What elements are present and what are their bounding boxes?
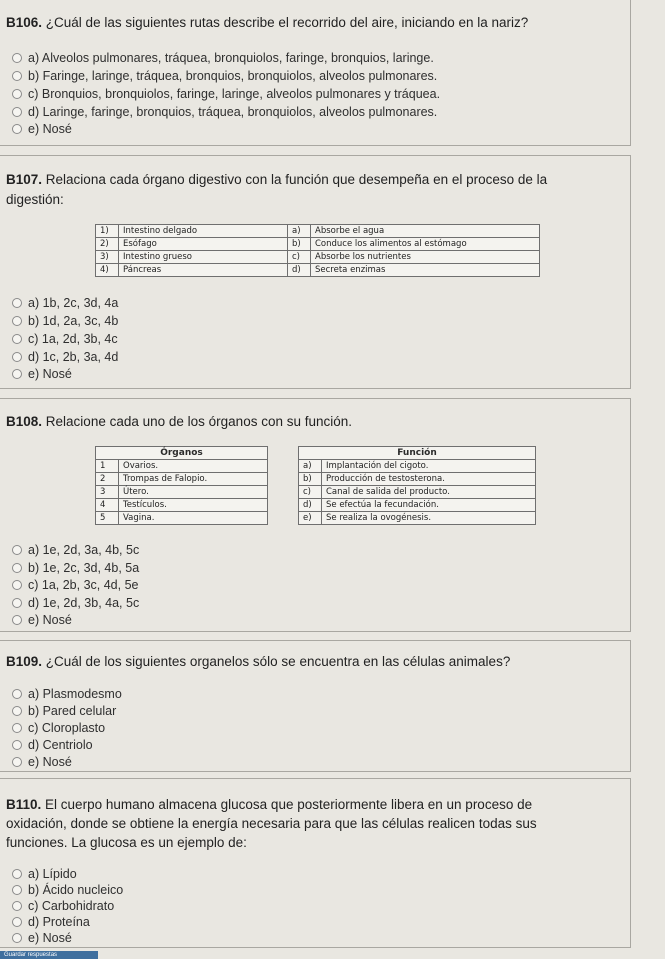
radio-icon[interactable]: [12, 298, 22, 308]
q108-functions-table: [298, 446, 536, 525]
q109-option-b[interactable]: b) Pared celular: [12, 704, 116, 718]
q107-option-b[interactable]: b) 1d, 2a, 3c, 4b: [12, 314, 118, 328]
divider: [630, 0, 631, 146]
radio-icon[interactable]: [12, 917, 22, 927]
table-row: 2) Esófago b) Conduce los alimentos al estómago: [96, 238, 540, 251]
table-row: 1) Intestino delgado a) Absorbe el agua: [96, 225, 540, 238]
radio-icon[interactable]: [12, 89, 22, 99]
divider: [0, 398, 630, 399]
q106-text: ¿Cuál de las siguientes rutas describe el recorrido del aire, iniciando en la nariz?: [45, 15, 529, 30]
radio-icon[interactable]: [12, 316, 22, 326]
divider: [0, 771, 630, 772]
table-row: 4) Páncreas d) Secreta enzimas: [96, 264, 540, 277]
q107-text-line2: digestión:: [6, 192, 64, 207]
divider: [0, 947, 630, 948]
divider: [630, 778, 631, 948]
radio-icon[interactable]: [12, 706, 22, 716]
q106-option-a[interactable]: a) Alveolos pulmonares, tráquea, bronquiolos, faringe, bronquios, laringe.: [12, 51, 434, 65]
divider: [0, 640, 630, 641]
q106-title: [6, 13, 528, 33]
radio-icon[interactable]: [12, 334, 22, 344]
radio-icon[interactable]: [12, 53, 22, 63]
functions-header: Función: [299, 447, 536, 460]
q107-option-d[interactable]: d) 1c, 2b, 3a, 4d: [12, 350, 118, 364]
q108-option-e[interactable]: e) Nosé: [12, 613, 72, 627]
q110-option-e[interactable]: e) Nosé: [12, 931, 72, 945]
q110-text: El cuerpo humano almacena glucosa que posteriormente libera en un proceso de: [45, 797, 533, 812]
q106-option-d[interactable]: d) Laringe, faringe, bronquios, tráquea, bronquiolos, alveolos pulmonares.: [12, 105, 437, 119]
q106-option-b[interactable]: b) Faringe, laringe, tráquea, bronquios, bronquiolos, alveolos pulmonares.: [12, 69, 437, 83]
radio-icon[interactable]: [12, 71, 22, 81]
table-row: 2 Trompas de Falopio.: [96, 473, 268, 486]
table-row: c) Canal de salida del producto.: [299, 486, 536, 499]
table-row: 4 Testículos.: [96, 499, 268, 512]
q110-option-b[interactable]: b) Ácido nucleico: [12, 883, 123, 897]
q109-title: [6, 652, 510, 672]
q106-option-c[interactable]: c) Bronquios, bronquiolos, faringe, laringe, alveolos pulmonares y tráquea.: [12, 87, 440, 101]
radio-icon[interactable]: [12, 107, 22, 117]
radio-icon[interactable]: [12, 689, 22, 699]
radio-icon[interactable]: [12, 723, 22, 733]
q110-option-c[interactable]: c) Carbohidrato: [12, 899, 114, 913]
q108-option-a[interactable]: a) 1e, 2d, 3a, 4b, 5c: [12, 543, 139, 557]
q107-option-c[interactable]: c) 1a, 2d, 3b, 4c: [12, 332, 118, 346]
divider: [0, 388, 630, 389]
divider: [0, 631, 630, 632]
q106-option-e[interactable]: e) Nosé: [12, 122, 72, 136]
q107-option-e[interactable]: e) Nosé: [12, 367, 72, 381]
radio-icon[interactable]: [12, 740, 22, 750]
q108-number: B108.: [6, 414, 43, 429]
divider: [0, 155, 630, 156]
q107-table: [95, 224, 540, 277]
divider: [630, 398, 631, 632]
q109-option-c[interactable]: c) Cloroplasto: [12, 721, 105, 735]
radio-icon[interactable]: [12, 352, 22, 362]
table-row: e) Se realiza la ovogénesis.: [299, 512, 536, 525]
q110-option-a[interactable]: a) Lípido: [12, 867, 77, 881]
q108-title: [6, 412, 352, 432]
radio-icon[interactable]: [12, 615, 22, 625]
q109-option-a[interactable]: a) Plasmodesmo: [12, 687, 122, 701]
radio-icon[interactable]: [12, 885, 22, 895]
q110-text-line3: funciones. La glucosa es un ejemplo de:: [6, 835, 247, 850]
q110-title: [6, 795, 532, 815]
radio-icon[interactable]: [12, 124, 22, 134]
q110-number: B110.: [6, 797, 42, 812]
organs-header: Órganos: [96, 447, 268, 460]
q108-text: Relacione cada uno de los órganos con su función.: [45, 414, 353, 429]
divider: [630, 155, 631, 389]
radio-icon[interactable]: [12, 598, 22, 608]
q107-text: Relaciona cada órgano digestivo con la función que desempeña en el proceso de la: [45, 172, 548, 187]
divider: [0, 778, 630, 779]
q109-number: B109.: [6, 654, 43, 669]
q107-option-a[interactable]: a) 1b, 2c, 3d, 4a: [12, 296, 118, 310]
radio-icon[interactable]: [12, 933, 22, 943]
radio-icon[interactable]: [12, 901, 22, 911]
table-row: a) Implantación del cigoto.: [299, 460, 536, 473]
q109-option-e[interactable]: e) Nosé: [12, 755, 72, 769]
q107-title: [6, 170, 547, 190]
q110-text-line2: oxidación, donde se obtiene la energía necesaria para que las células realicen todas sus: [6, 816, 537, 831]
q108-organs-table: [95, 446, 268, 525]
table-row: 5 Vagina.: [96, 512, 268, 525]
radio-icon[interactable]: [12, 869, 22, 879]
q109-text: ¿Cuál de los siguientes organelos sólo se encuentra en las células animales?: [45, 654, 511, 669]
q108-option-c[interactable]: c) 1a, 2b, 3c, 4d, 5e: [12, 578, 139, 592]
radio-icon[interactable]: [12, 580, 22, 590]
radio-icon[interactable]: [12, 563, 22, 573]
radio-icon[interactable]: [12, 545, 22, 555]
q106-number: B106.: [6, 15, 43, 30]
q108-option-b[interactable]: b) 1e, 2c, 3d, 4b, 5a: [12, 561, 139, 575]
table-row: d) Se efectúa la fecundación.: [299, 499, 536, 512]
q108-option-d[interactable]: d) 1e, 2d, 3b, 4a, 5c: [12, 596, 139, 610]
radio-icon[interactable]: [12, 757, 22, 767]
radio-icon[interactable]: [12, 369, 22, 379]
table-row: 1 Ovarios.: [96, 460, 268, 473]
table-row: b) Producción de testosterona.: [299, 473, 536, 486]
q110-option-d[interactable]: d) Proteína: [12, 915, 90, 929]
table-row: 3) Intestino grueso c) Absorbe los nutrientes: [96, 251, 540, 264]
q107-number: B107.: [6, 172, 43, 187]
divider: [630, 640, 631, 772]
save-answers-button[interactable]: Guardar respuestas: [0, 951, 98, 959]
divider: [0, 145, 630, 146]
q109-option-d[interactable]: d) Centriolo: [12, 738, 93, 752]
table-row: 3 Útero.: [96, 486, 268, 499]
